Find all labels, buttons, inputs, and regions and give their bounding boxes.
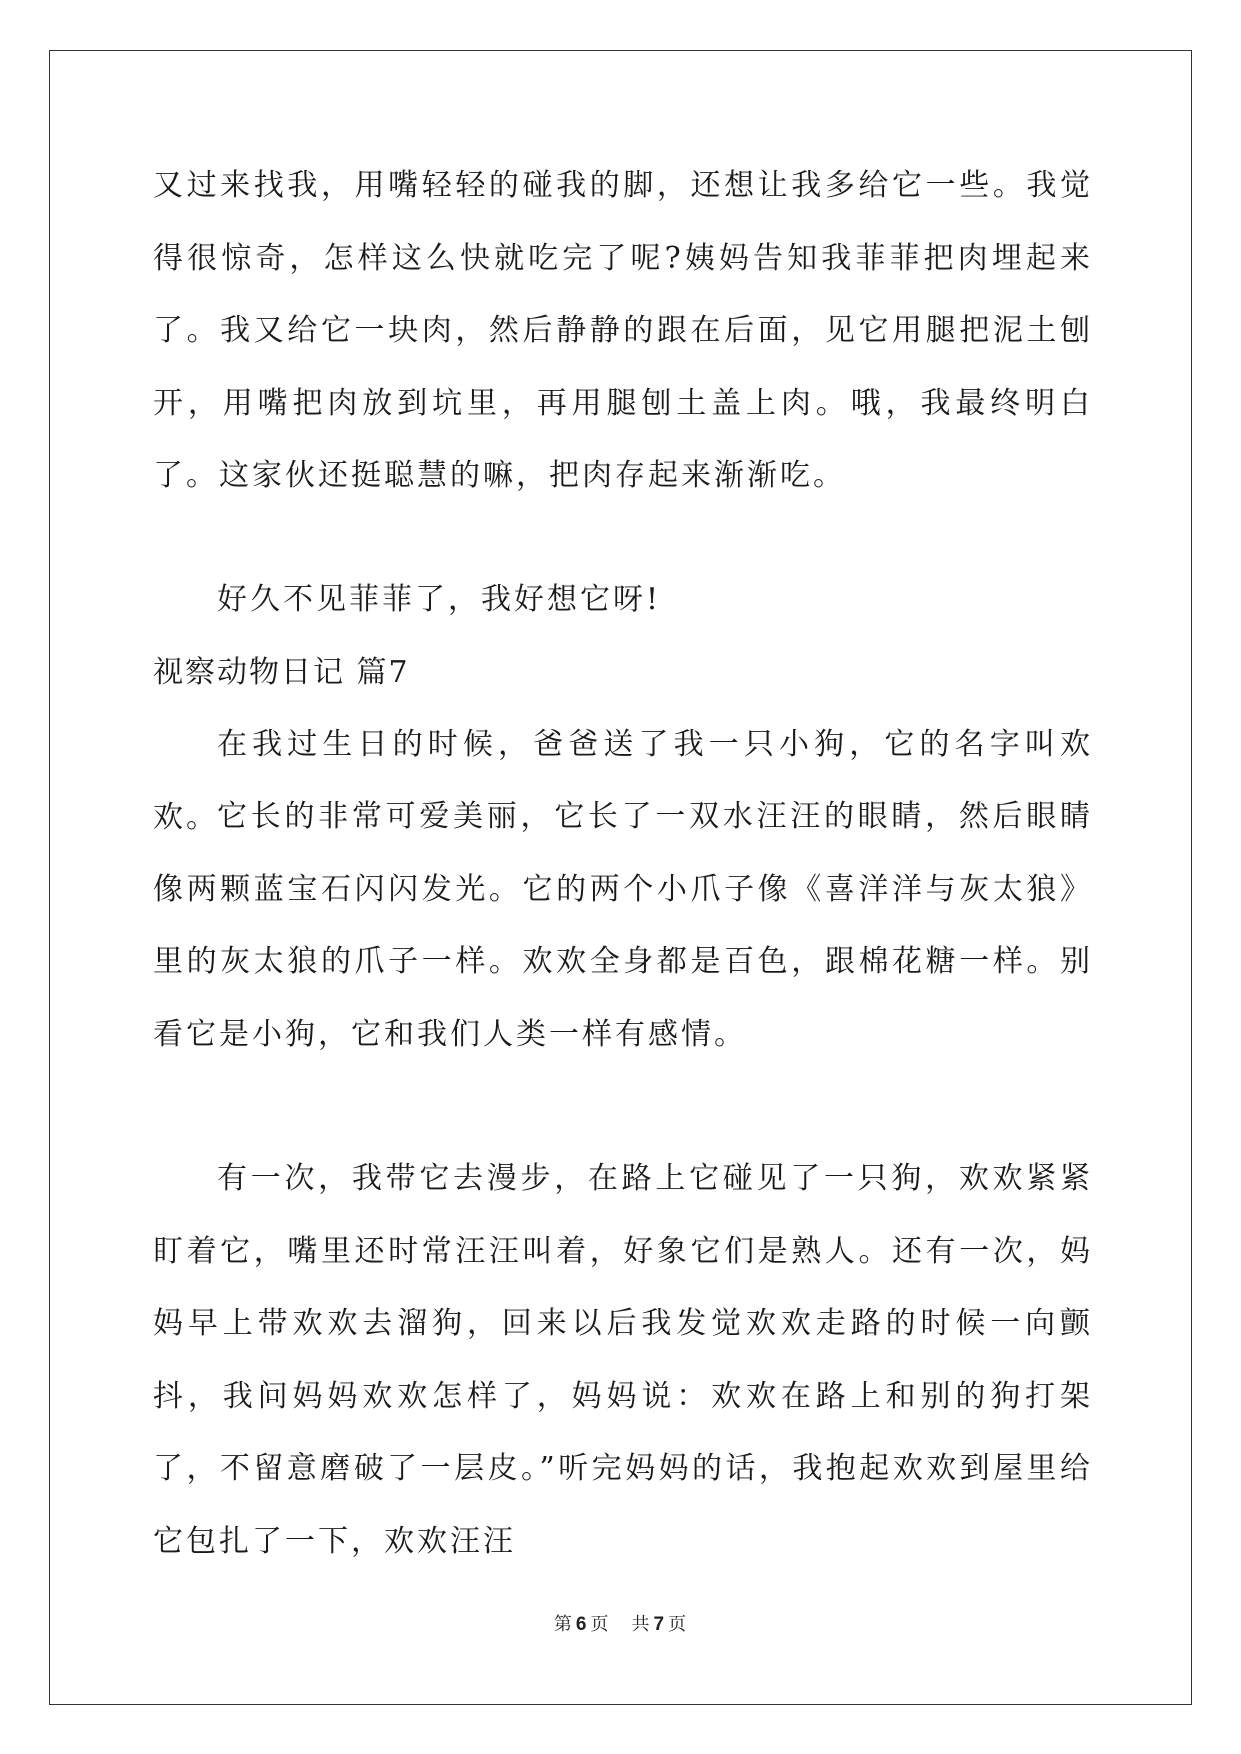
page-footer [0,1610,1241,1636]
paragraph-missing-feifei: 好久不见菲菲了，我好想它呀! [217,582,662,617]
section-heading: 视察动物日记 篇7 [153,655,410,690]
paragraph-birthday-puppy: 在我过生日的时候，爸爸送了我一只小狗，它的名字叫欢欢。 [153,727,1093,835]
paragraph-feifei-burying-meat: 又过来找我，用嘴轻轻的碰我的脚，还想让我多给它一些。我觉得很惊奇，怎样这么快就吃完了呢?姨妈告知我菲菲把肉埋起来了。我又给它一块肉，然后静静的跟在后面，见它用腿把泥土刨开，用嘴把肉放到坑里，再用腿刨土盖上肉。哦，我最终明白了。这家伙还挺聪慧的嘛，把肉存起来渐渐吃。 [153,168,1093,493]
footer-total-prefix: 共 [631,1614,651,1635]
footer-prefix: 第 [553,1614,573,1635]
article-body-section-7-story [153,1143,1093,1578]
article-body-continued [153,150,1093,513]
article-body-closing [153,564,1093,637]
footer-page-number: 6 [575,1614,588,1635]
paragraph-walk-and-fight: 有一次，我带它去漫步，在路上它碰见了一只狗，欢欢紧紧盯着它，嘴里还时常汪汪叫着，好象它们是熟人。还有一次，妈妈早上带欢欢去溜狗，回来以后我发觉欢欢走路的时候一向颤抖，我问妈妈欢欢怎样了，妈妈说：欢欢在路上和别的狗打架了，不留意磨破了一层皮。”听完妈妈的话，我抱起欢欢到屋里给它包扎了一下，欢欢汪汪 [153,1161,1093,1559]
footer-page-suffix: 页 [590,1614,610,1635]
footer-total-suffix: 页 [668,1614,688,1635]
paragraph-huanhuan-appearance: 它长的非常可爱美丽，它长了一双水汪汪的眼睛，然后眼睛像两颗蓝宝石闪闪发光。它的两个小爪子像《喜洋洋与灰太狼》里的灰太狼的爪子一样。欢欢全身都是百色，跟棉花糖一样。别看它是小狗，它和我们人类一样有感情。 [153,799,1093,1052]
article-body-section-7-description [153,781,1093,1071]
footer-total-pages: 7 [653,1614,666,1635]
